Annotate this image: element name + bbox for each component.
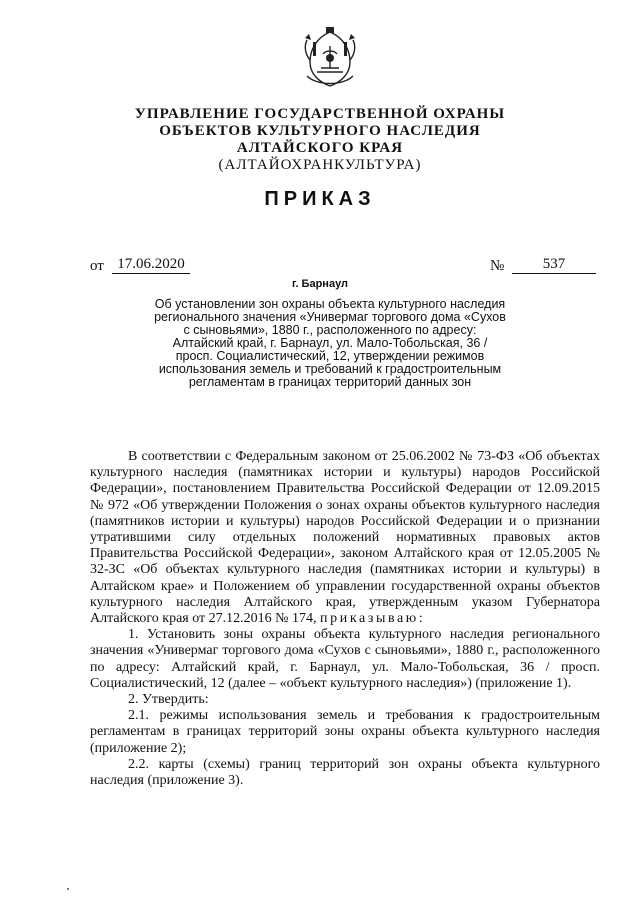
document-number: 537	[512, 255, 596, 274]
subject-line: регионального значения «Универмаг торгового дома «Сухов	[154, 310, 506, 324]
subject-line: Об установлении зон охраны объекта культурного наследия	[154, 297, 506, 311]
item-2-paragraph: 2. Утвердить:	[128, 692, 209, 708]
subject-line: использования земель и требований к градостроительным	[158, 362, 502, 376]
item-1-paragraph: 1. Установить зоны охраны объекта культурного наследия регионального значения «Универмаг торгового дома «Сухов с сыновьями», 1880 г., расположенного по адресу: Алтайский край, г. Барнаул, ул. Мало-Тобольская, 36 / просп. Социалистический, 12 (далее – «объект культурного наследия») (приложение 1).	[90, 627, 600, 691]
coat-of-arms-icon	[299, 24, 361, 90]
org-name-line-1: УПРАВЛЕНИЕ ГОСУДАРСТВЕННОЙ ОХРАНЫ	[134, 106, 506, 122]
document-body	[90, 449, 600, 789]
org-name-line-3: АЛТАЙСКОГО КРАЯ	[236, 140, 404, 156]
org-abbreviation: (АЛТАЙОХРАНКУЛЬТУРА)	[218, 157, 422, 173]
org-name-line-2: ОБЪЕКТОВ КУЛЬТУРНОГО НАСЛЕДИЯ	[159, 123, 481, 139]
preamble-paragraph	[90, 449, 600, 627]
preamble-text: В соответствии с Федеральным законом от 25.06.2002 № 73-ФЗ «Об объектах культурного наследия (памятниках истории и культуры) народов Российской Федерации», постановлением Правительства Российской Федерации от 12.09.2015 № 972 «Об утверждении Положения о зонах охраны объектов культурного наследия (памятников истории и культуры) народов Российской Федерации и о признании утратившими силу отдельных положений нормативных правовых актов Правительства Российской Федерации», законом Алтайского края от 12.05.2005 № 32-ЗС «Об объектах культурного наследия (памятниках истории и культуры) в Алтайском крае» и Положением об управлении государственной охраны объектов культурного наследия Алтайского края, утвержденным указом Губернатора Алтайского края от 27.12.2016 № 174,	[90, 449, 600, 627]
subject-line: с сыновьями», 1880 г., расположенного по адресу:	[183, 323, 477, 337]
subject-line: Алтайский край, г. Барнаул, ул. Мало-Тобольская, 36 /	[172, 336, 488, 350]
item-2-2-paragraph: 2.2. карты (схемы) границ территорий зон охраны объекта культурного наследия (приложение 3).	[90, 756, 600, 789]
scan-speck	[67, 888, 69, 890]
city-name: г. Барнаул	[291, 278, 349, 290]
decree-word: приказываю:	[320, 611, 426, 627]
subject-line: просп. Социалистический, 12, утверждении режимов	[175, 349, 485, 363]
subject-line: регламентам в границах территорий данных зон	[188, 375, 472, 389]
date-label: от	[90, 258, 104, 274]
number-label: №	[490, 258, 505, 274]
item-2-1-paragraph: 2.1. режимы использования земель и требования к градостроительным регламентам в границах территорий зоны охраны объекта культурного наследия (приложение 2);	[90, 708, 600, 756]
document-subject	[118, 298, 542, 389]
document-type-title: ПРИКАЗ	[264, 188, 376, 210]
document-date: 17.06.2020	[112, 255, 190, 274]
